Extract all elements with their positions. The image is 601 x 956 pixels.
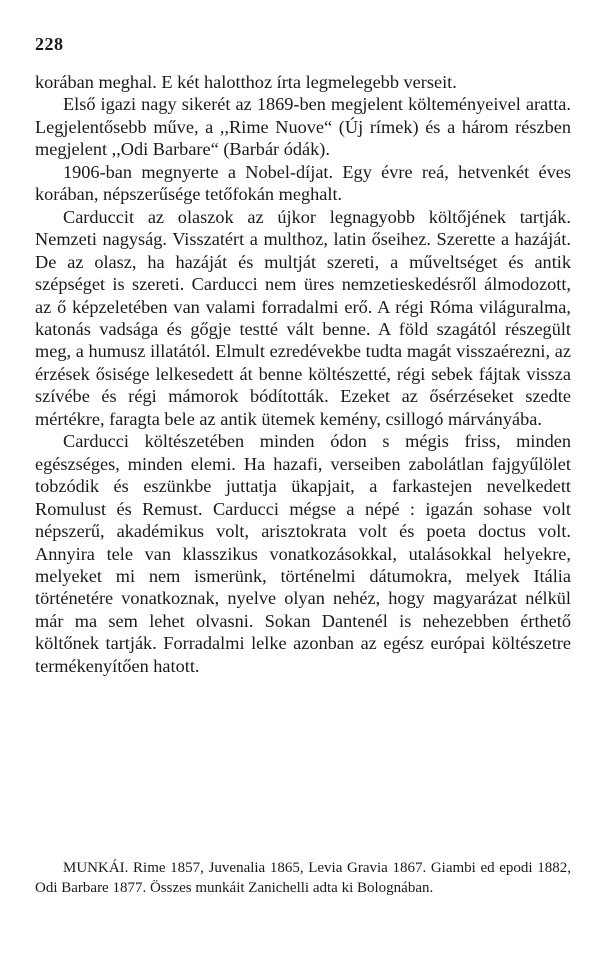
body-text <box>35 71 571 677</box>
page-number: 228 <box>35 34 64 54</box>
paragraph-5: Carducci költészetében minden ódon s mégis friss, minden egészséges, minden elemi. Ha hazafi, verseiben zabolátlan fajgyűlölet tobzódik és eszünkbe juttatja ükapjait, a farkastejen nevelkedett Romulust és Remust. Carducci mégse a népé : igazán sohase volt népszerű, akadémikus volt, arisztokrata volt és poeta doctus volt. Annyira tele van klasszikus vonatkozásokkal, utalásokkal helyekre, melyeket mi nem ismerünk, történelmi dátumokra, melyek Itália történetére vonatkoznak, nyelve olyan nehéz, hogy magyarázat nélkül már ma sem lehet olvasni. Sokan Dantenél is nehezebben érthető költőnek tartják. Forradalmi lelke azonban az egész európai költészetre termékenyítően hatott. <box>35 431 571 676</box>
works-note <box>35 858 571 898</box>
paragraph-3: 1906-ban megnyerte a Nobel-díjat. Egy évre reá, hetvenkét éves korában, népszerűsége tetőfokán meghalt. <box>35 161 571 205</box>
paragraph-1: korában meghal. E két halotthoz írta legmelegebb verseit. <box>35 72 457 92</box>
works-note-text: MUNKÁI. Rime 1857, Juvenalia 1865, Levia Gravia 1867. Giambi ed epodi 1882, Odi Barbare 1877. Összes munkáit Zanichelli adta ki Bolognában. <box>35 860 571 896</box>
paragraph-2: Első igazi nagy sikerét az 1869-ben megjelent költeményeivel aratta. Legjelentősebb műve, a ,,Rime Nuove“ (Új rímek) és a három részben megjelent ,,Odi Barbare“ (Barbár ódák). <box>35 94 571 160</box>
paragraph-4: Carduccit az olaszok az újkor legnagyobb költőjének tartják. Nemzeti nagyság. Visszatért a multhoz, latin őseihez. Szerette a hazáját. De az olasz, ha hazáját és multját szereti, a műveltséget és antik szépséget is szereti. Carducci nem üres nemzetieskedésről álmodozott, az ő képzeletében van valami forradalmi erő. A régi Róma világuralma, katonás vadsága és gőgje testté vált benne. A föld szagától részegült meg, a humusz illatától. Elmult ezredévekbe tudta magát visszaérezni, az érzések ősisége lelkesedett át benne költészetté, régi sebek fájtak vissza szívébe és régi mámorok bódították. Ezeket az ősérzéseket szedte mértékre, faragta bele az antik ütemek kemény, csillogó márványába. <box>35 206 571 429</box>
